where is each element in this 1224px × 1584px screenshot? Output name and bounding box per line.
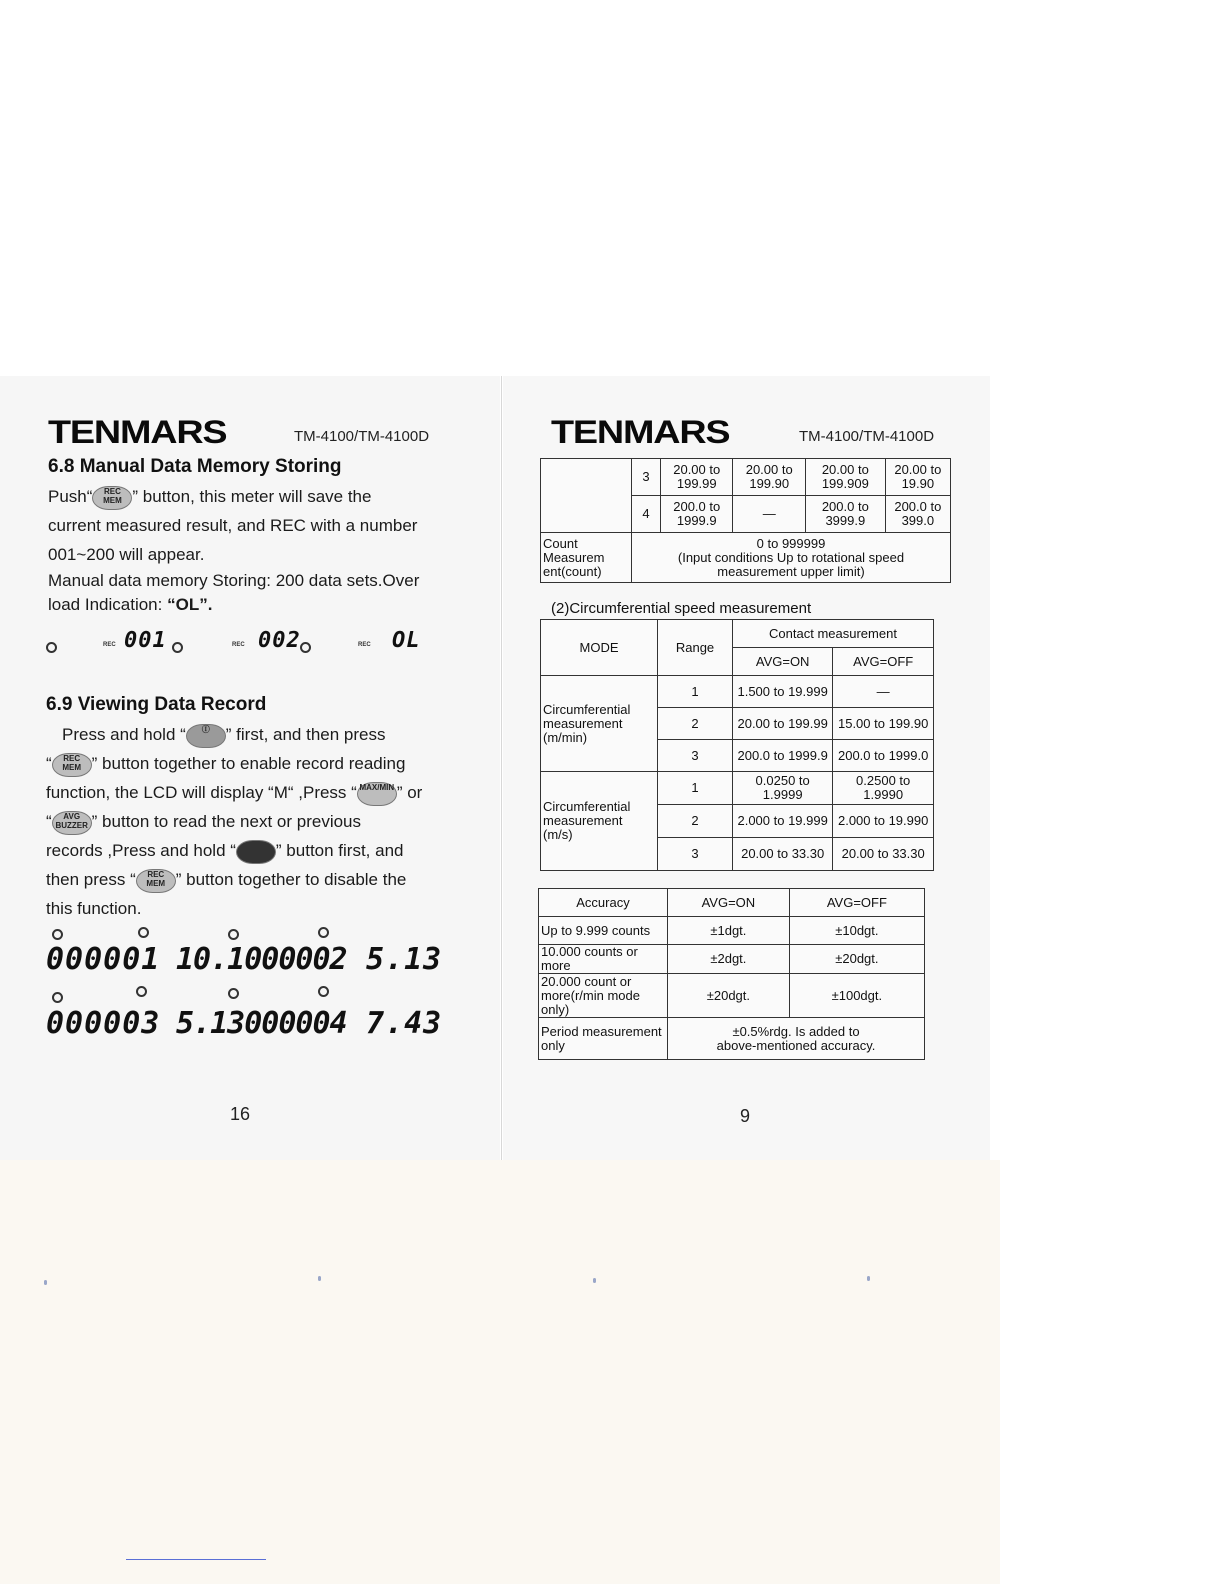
lcd-dot — [52, 929, 63, 940]
table-cell: ±2dgt. — [668, 945, 790, 974]
lcd-record-2: 10.1000002 — [176, 942, 347, 977]
lcd-dot — [228, 988, 239, 999]
group-label-m-s: Circumferential measurement (m/s) — [541, 772, 658, 871]
lcd-reading-001: 001 — [124, 628, 167, 653]
table-cell: 1.500 to 19.999 — [733, 676, 833, 708]
range-cell: 1 — [658, 772, 733, 805]
manual-page-left — [0, 376, 500, 1160]
rec-indicator: REC — [103, 642, 116, 648]
lcd-dot — [136, 986, 147, 997]
table-cell: 2.000 to 19.999 — [733, 805, 833, 838]
avg-buzzer-icon: AVG BUZZER — [52, 811, 92, 835]
lcd-record-1: 000001 — [46, 942, 161, 977]
accuracy-label: Up to 9.999 counts — [539, 917, 668, 945]
table-cell: 20.00 to 199.909 — [805, 459, 885, 496]
header-mode: MODE — [541, 620, 658, 676]
range-cell: 2 — [658, 805, 733, 838]
table-cell: 20.00 to 33.30 — [833, 838, 934, 871]
model-number: TM-4100/TM-4100D — [294, 428, 430, 445]
page-divider — [501, 376, 502, 1160]
table-cell: 20.00 to 33.30 — [733, 838, 833, 871]
table-cell: 0.2500 to 1.9990 — [833, 772, 934, 805]
lcd-dot — [228, 929, 239, 940]
hold-button-icon — [236, 840, 276, 864]
table-cell: ±20dgt. — [789, 945, 924, 974]
model-number: TM-4100/TM-4100D — [799, 428, 935, 445]
footer-link-underline — [126, 1559, 266, 1560]
range-cell: 1 — [658, 676, 733, 708]
table-cell: 2.000 to 19.990 — [833, 805, 934, 838]
section-6-8-title: 6.8 Manual Data Memory Storing — [48, 456, 342, 477]
header-range: Range — [658, 620, 733, 676]
table-cell: ±100dgt. — [789, 974, 924, 1018]
table-cell: 20.00 to 199.99 — [733, 708, 833, 740]
table-cell: — — [833, 676, 934, 708]
lcd-record-4: 5.13000004 — [176, 1006, 347, 1041]
lcd-reading-ol: OL — [392, 628, 421, 653]
table-cell: 20.00 to 199.90 — [733, 459, 805, 496]
period-value: ±0.5%rdg. Is added to above-mentioned accuracy. — [668, 1018, 925, 1060]
lcd-dot — [138, 927, 149, 938]
lcd-dot — [318, 986, 329, 997]
lcd-reading-7-43: 7.43 — [366, 1006, 443, 1041]
range-cell: 3 — [658, 838, 733, 871]
max-min-icon: MAX/MIN — [357, 782, 397, 806]
table-cell: 200.0 to 1999.9 — [661, 496, 733, 533]
speck — [318, 1276, 321, 1281]
rec-mem-icon: REC MEM — [136, 869, 176, 893]
header-avg-on: AVG=ON — [733, 648, 833, 676]
rec-indicator: REC — [232, 642, 245, 648]
table-cell: 20.00 to 199.99 — [661, 459, 733, 496]
range-cell: 3 — [658, 740, 733, 772]
manual-page-right — [503, 376, 990, 1160]
count-label-cell: Count Measurem ent(count) — [541, 533, 632, 583]
header-avg-off: AVG=OFF — [789, 889, 924, 917]
accuracy-label: 20.000 count or more(r/min mode only) — [539, 974, 668, 1018]
power-icon: Ⓘ — [186, 724, 226, 748]
table-cell: ±20dgt. — [668, 974, 790, 1018]
header-avg-on: AVG=ON — [668, 889, 790, 917]
count-value-cell: 0 to 999999 (Input conditions Up to rotational speed measurement upper limit) — [632, 533, 951, 583]
header-accuracy: Accuracy — [539, 889, 668, 917]
table-cell: 200.0 to 1999.0 — [833, 740, 934, 772]
table-cell: 0.0250 to 1.9999 — [733, 772, 833, 805]
table-cell: — — [733, 496, 805, 533]
rec-mem-icon: REC MEM — [92, 486, 132, 510]
lcd-reading-002: 002 — [258, 628, 301, 653]
section-6-9-body: Press and hold “ Ⓘ ” first, and then press “ REC MEM ” button together to enable record reading function, the LCD will display “M“ ,Press “ MAX/MIN ” or “ AVG BUZZER ” button to read the next or previous records ,Press and hold “ ” button first, and then press “ REC MEM ” button together to disable the this function. — [46, 724, 423, 918]
section-6-9-title: 6.9 Viewing Data Record — [46, 694, 267, 715]
table-cell: 200.0 to 1999.9 — [733, 740, 833, 772]
accuracy-table — [538, 888, 925, 1060]
lcd-reading-5-13: 5.13 — [366, 942, 443, 977]
table-cell: ±1dgt. — [668, 917, 790, 945]
brand-logo: TENMARS — [551, 414, 730, 450]
lcd-dot — [52, 992, 63, 1003]
brand-logo: TENMARS — [48, 414, 227, 450]
group-label-m-min: Circumferential measurement (m/min) — [541, 676, 658, 772]
lcd-dot — [46, 642, 57, 653]
rec-indicator: REC — [358, 642, 371, 648]
accuracy-label: 10.000 counts or more — [539, 945, 668, 974]
speck — [867, 1276, 870, 1281]
table-cell: 200.0 to 3999.9 — [805, 496, 885, 533]
table-cell: 15.00 to 199.90 — [833, 708, 934, 740]
speck — [593, 1278, 596, 1283]
table-cell: 20.00 to 19.90 — [885, 459, 950, 496]
lcd-dot — [318, 927, 329, 938]
circumferential-section-title: (2)Circumferential speed measurement — [551, 600, 812, 617]
lcd-dot — [172, 642, 183, 653]
period-label: Period measurement only — [539, 1018, 668, 1060]
range-cell: 2 — [658, 708, 733, 740]
table-cell: ±10dgt. — [789, 917, 924, 945]
speck — [44, 1280, 47, 1285]
range-table-continued — [540, 458, 951, 583]
table-cell: 200.0 to 399.0 — [885, 496, 950, 533]
range-cell: 3 — [632, 459, 661, 496]
page-number: 9 — [740, 1106, 751, 1126]
section-6-8-body: Push“ REC MEM ” button, this meter will save the current measured result, and REC with a number 001~200 will appear. Manual data memory Storing: 200 data sets.Over load Indication: “OL”. — [48, 486, 420, 614]
circumferential-speed-table — [540, 619, 934, 871]
header-contact: Contact measurement — [733, 620, 934, 648]
lcd-dot — [300, 642, 311, 653]
page-background-bottom — [0, 1160, 1000, 1584]
lcd-record-3: 000003 — [46, 1006, 161, 1041]
page-number: 16 — [230, 1104, 251, 1124]
header-avg-off: AVG=OFF — [833, 648, 934, 676]
range-cell: 4 — [632, 496, 661, 533]
rec-mem-icon: REC MEM — [52, 753, 92, 777]
